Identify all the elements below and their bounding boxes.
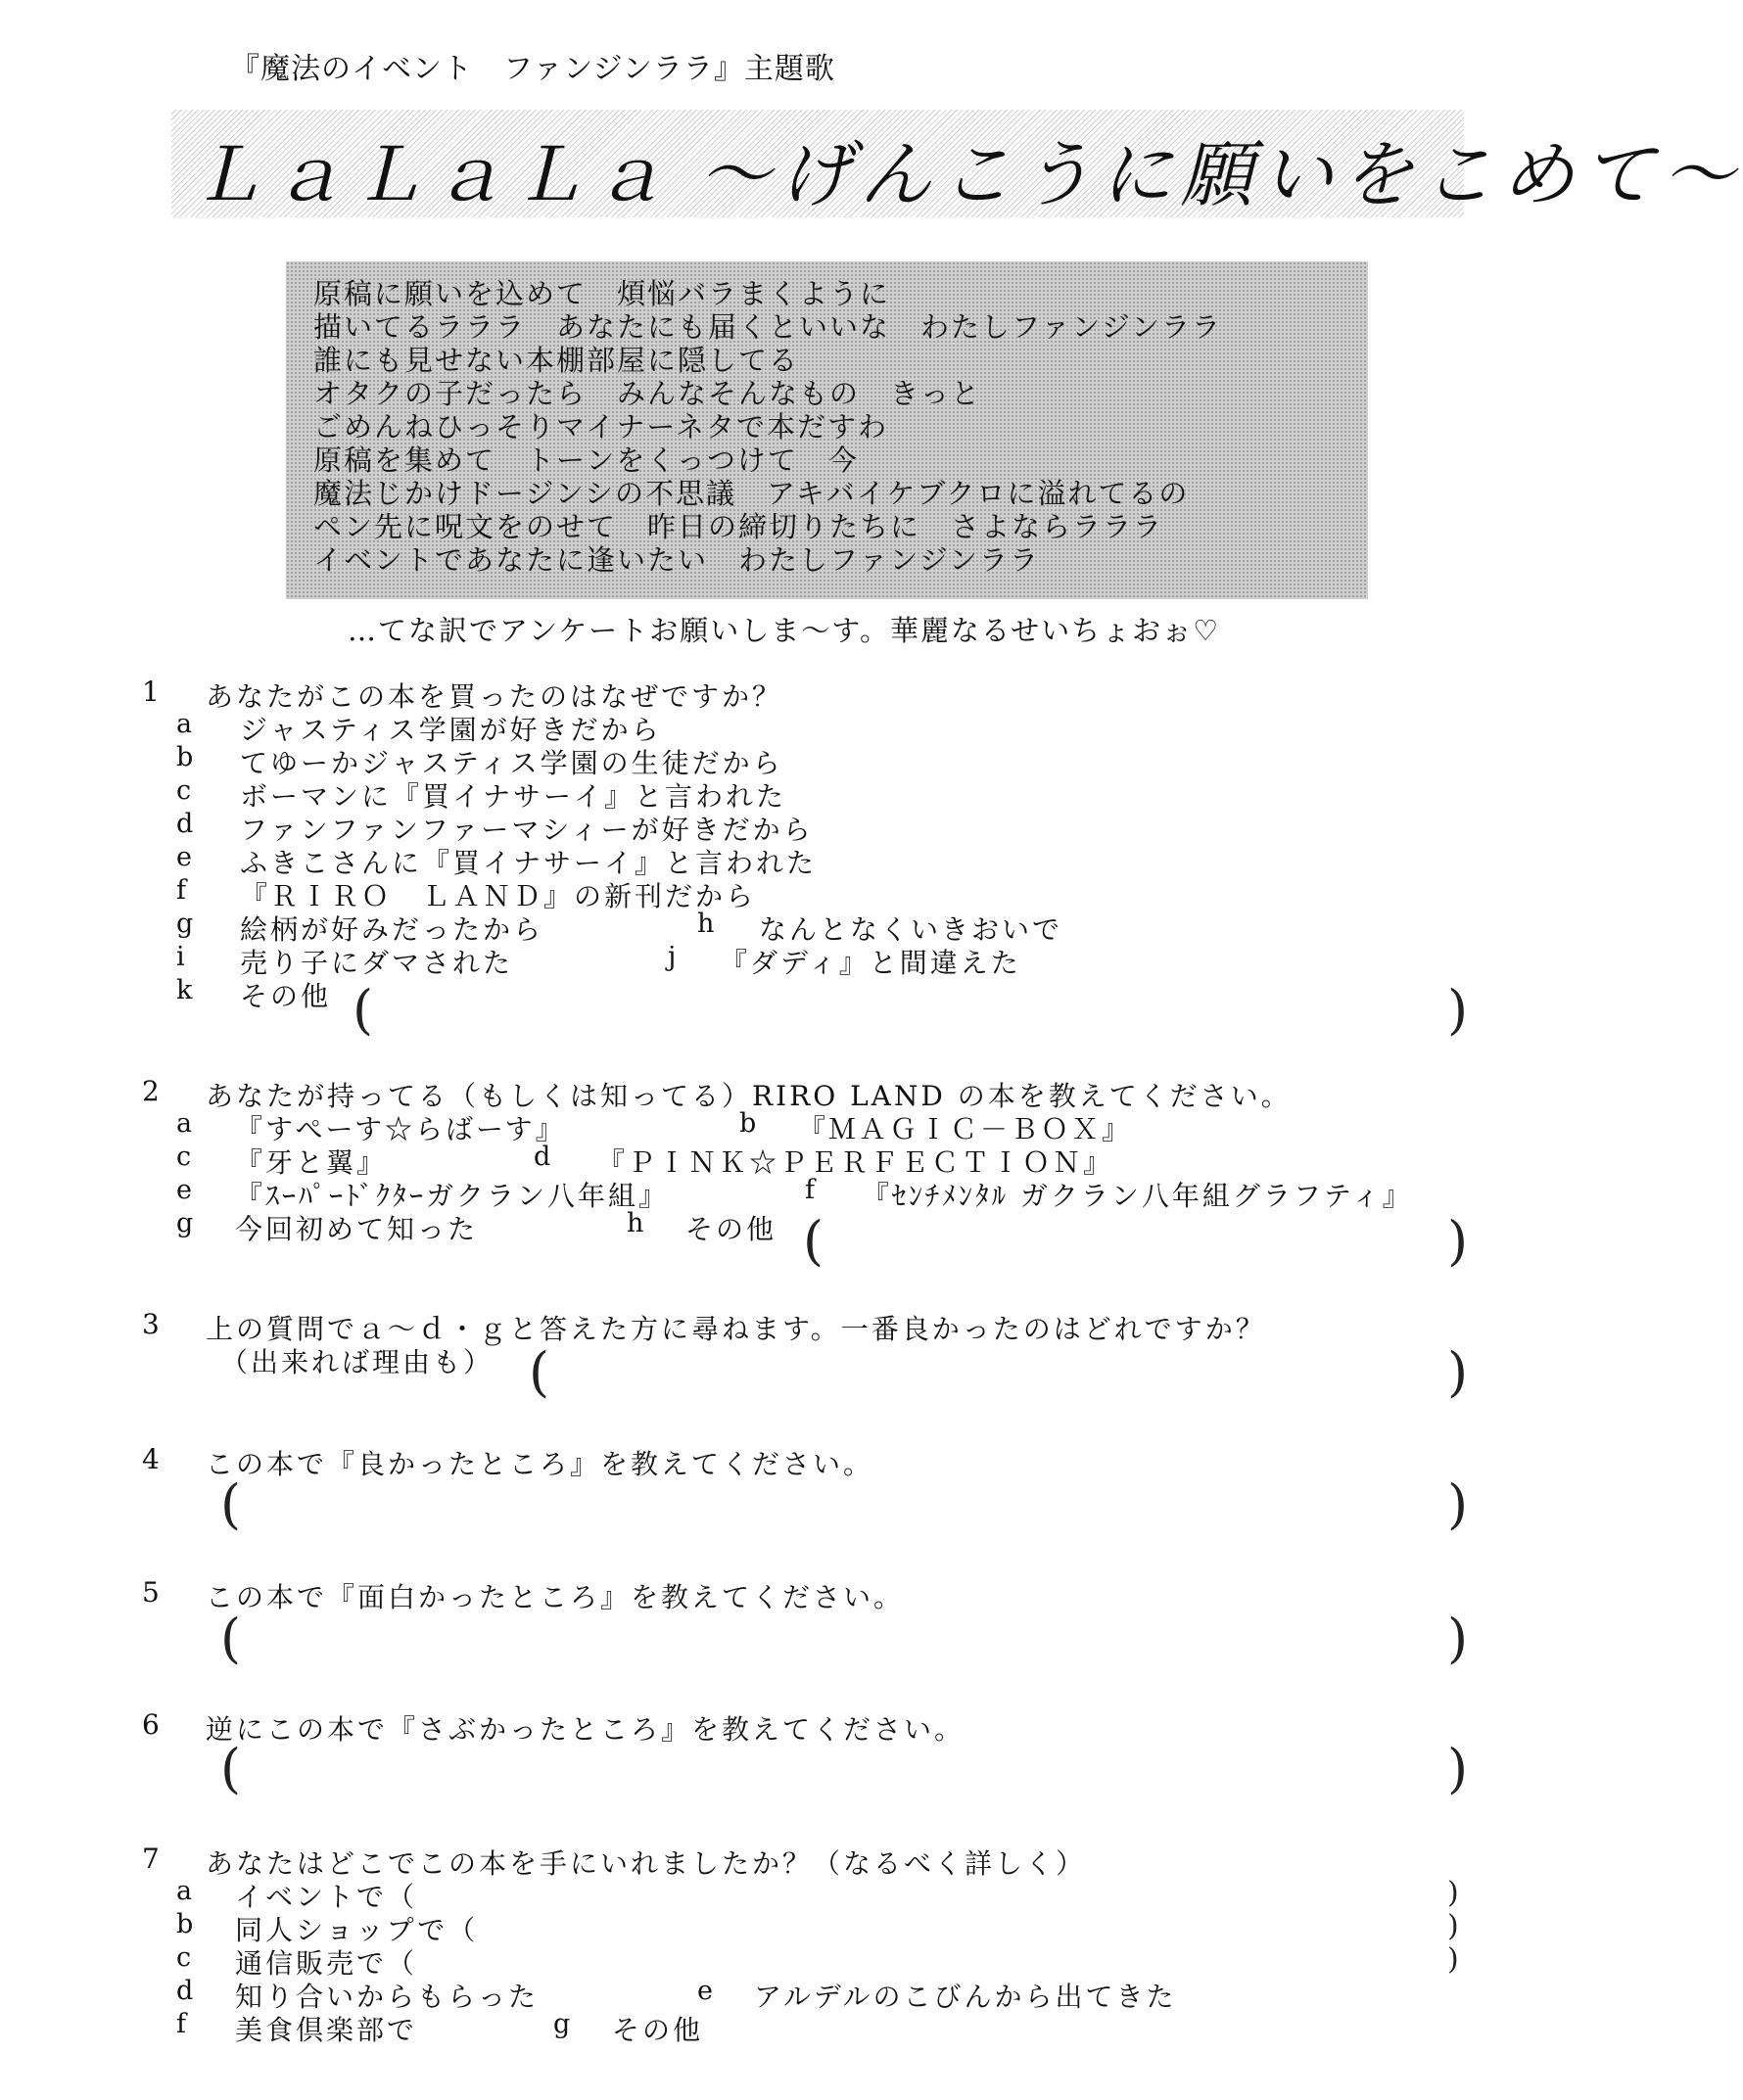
option-text[interactable]: イベントで（ [235,1881,418,1913]
option-label[interactable]: f [176,2009,186,2039]
option-text[interactable]: その他 [685,1213,777,1245]
option-label[interactable]: g [176,909,194,939]
option-label[interactable]: a [176,1108,193,1139]
option-label[interactable]: g [553,2009,571,2039]
question-text: あなたはどこでこの本を手にいれましたか？（なるべく詳しく） [206,1847,1087,1880]
question-number: 6 [142,1708,160,1741]
answer-paren-open: ( [803,1210,824,1272]
question-number: 7 [142,1843,160,1875]
option-text[interactable]: 知り合いからもらった [235,1981,540,2013]
option-text[interactable]: 美食倶楽部で [235,2014,418,2046]
option-label[interactable]: e [697,1976,713,2006]
option-text[interactable]: ふきこさんに『買イナサーイ』と言われた [240,847,818,879]
option-label[interactable]: b [739,1108,757,1139]
option-text[interactable]: アルデルのこびんから出てきた [754,1981,1177,2013]
option-label[interactable]: h [627,1208,644,1238]
answer-paren-close: ) [1447,1738,1469,1799]
option-text[interactable]: 『ＲＩＲＯ ＬＡＮＤ』の新刊だから [240,880,757,912]
answer-paren-close: ) [1447,1876,1459,1910]
answer-paren-close: ) [1447,979,1469,1041]
question-text: あなたがこの本を買ったのはなぜですか？ [206,680,783,713]
page-title: ＬａＬａＬａ ～げんこうに願いをこめて～ [191,136,1743,216]
lyric-line: 誰にも見せない本棚部屋に隠してる [313,344,800,377]
option-text[interactable]: 同人ショップで（ [235,1914,479,1946]
option-text[interactable]: 『すぺーす☆らばーす』 [235,1113,566,1145]
answer-paren-open: ( [220,1473,242,1535]
question-number: 3 [142,1308,160,1340]
option-text[interactable]: 『ＰＩＮＫ☆ＰＥＲＦＥＣＴＩＯＮ』 [597,1146,1114,1179]
option-label[interactable]: e [176,842,192,872]
answer-paren-open: ( [353,979,374,1041]
question-text: この本で『面白かったところ』を教えてください。 [206,1581,905,1613]
song-subtitle: 『魔法のイベント ファンジンララ』主題歌 [230,52,835,86]
lyric-line: ペン先に呪文をのせて 昨日の締切りたちに さよならラララ [313,510,1164,543]
option-label[interactable]: a [176,709,193,739]
question-text: この本で『良かったところ』を教えてください。 [206,1448,874,1480]
answer-paren-open: ( [220,1608,242,1669]
option-label[interactable]: k [176,975,193,1005]
answer-paren-open: ( [529,1341,550,1403]
option-text[interactable]: 『牙と翼』 [235,1146,388,1179]
option-label[interactable]: d [176,1976,194,2006]
option-label[interactable]: c [176,1942,192,1973]
option-label[interactable]: i [176,942,185,972]
option-text[interactable]: 『ｽｰﾊﾟｰﾄﾞｸﾀｰガクラン八年組』 [235,1180,670,1212]
lyric-line: 原稿を集めて トーンをくっつけて 今 [313,443,859,477]
option-text[interactable]: 絵柄が好みだったから [240,913,544,946]
option-label[interactable]: c [176,775,192,806]
option-label[interactable]: g [176,1208,194,1238]
option-text[interactable]: 『ダディ』と間違えた [720,947,1021,979]
option-label[interactable]: j [668,942,677,972]
lyric-line: ごめんねひっそりマイナーネタで本だすわ [313,410,888,443]
option-label[interactable]: f [805,1175,815,1205]
question-number: 1 [142,676,160,708]
option-label[interactable]: b [176,742,194,772]
question-text: 上の質問でａ～ｄ・ｇと答えた方に尋ねます。一番良かったのはどれですか？ [206,1313,1266,1345]
question-text: 逆にこの本で『さぶかったところ』を教えてください。 [206,1713,966,1746]
option-label[interactable]: a [176,1876,193,1906]
option-text[interactable]: 『ｾﾝﾁﾒﾝﾀﾙ ガクラン八年組グラフティ』 [862,1180,1413,1212]
question-number: 2 [142,1075,160,1107]
option-text[interactable]: ジャスティス学園が好きだから [240,714,662,746]
answer-paren-close: ) [1447,1341,1469,1403]
option-label[interactable]: d [534,1142,551,1172]
option-label[interactable]: f [176,875,186,906]
option-text[interactable]: その他 [612,2014,704,2046]
option-text[interactable]: 通信販売で（ [235,1947,418,1980]
answer-paren-close: ) [1447,1473,1469,1535]
option-text[interactable]: 『ＭＡＧＩＣ－ＢＯＸ』 [798,1113,1133,1145]
answer-paren-open: ( [220,1738,242,1799]
option-text[interactable]: ボーマンに『買イナサーイ』と言われた [240,780,787,813]
option-text[interactable]: 売り子にダマされた [240,947,514,979]
option-text[interactable]: 今回初めて知った [235,1213,479,1245]
lyric-line: 魔法じかけドージンシの不思議 アキバイケブクロに溢れてるの [313,477,1190,510]
option-label[interactable]: e [176,1175,192,1205]
answer-paren-close: ) [1447,1909,1459,1943]
answer-paren-close: ) [1447,1942,1459,1977]
option-text[interactable]: ファンファンファーマシィーが好きだから [240,814,814,846]
question-subtext: （出来れば理由も） [220,1346,495,1378]
question-number: 5 [142,1576,160,1609]
option-label[interactable]: c [176,1142,192,1172]
lyric-line: 描いてるラララ あなたにも届くといいな わたしファンジンララ [313,310,1222,344]
option-label[interactable]: b [176,1909,194,1939]
option-label[interactable]: h [697,909,715,939]
lyric-line: オタクの子だったら みんなそんなもの きっと [313,377,982,410]
option-text[interactable]: てゆーかジャスティス学園の生徒だから [240,747,783,779]
answer-paren-close: ) [1447,1608,1469,1669]
question-text: あなたが持ってる（もしくは知ってる）RIRO LAND の本を教えてください。 [206,1080,1292,1112]
survey-intro-note: …てな訳でアンケートお願いしま～す。華麗なるせいちょおぉ♡ [348,614,1221,647]
question-number: 4 [142,1443,160,1475]
lyric-line: 原稿に願いを込めて 煩悩バラまくように [313,277,891,310]
option-label[interactable]: d [176,809,194,839]
answer-paren-close: ) [1447,1210,1469,1272]
lyric-line: イベントであなたに逢いたい わたしファンジンララ [313,543,1040,577]
option-text[interactable]: その他 [240,980,332,1012]
option-text[interactable]: なんとなくいきおいで [759,913,1063,946]
